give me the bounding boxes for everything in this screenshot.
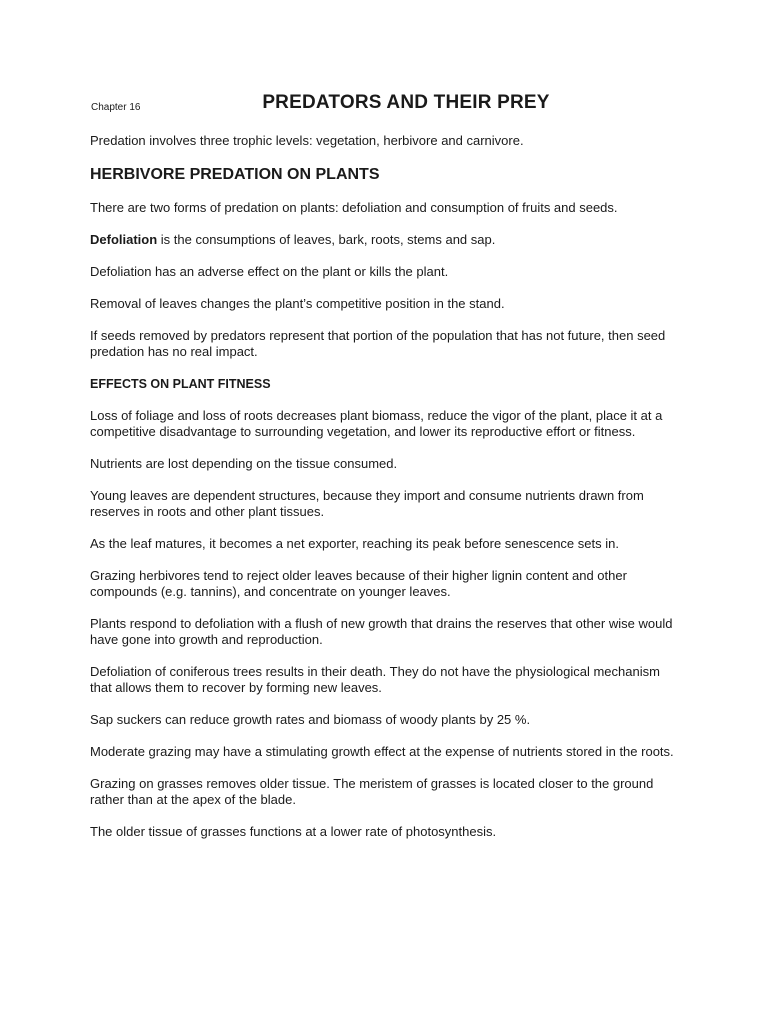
paragraph: If seeds removed by predators represent that portion of the population that has not future, then seed predation has no real impact. [90, 328, 666, 359]
paragraph: The older tissue of grasses functions at a lower rate of photosynthesis. [90, 824, 497, 839]
paragraph: Defoliation has an adverse effect on the plant or kills the plant. [90, 264, 449, 279]
paragraph: Loss of foliage and loss of roots decreases plant biomass, reduce the vigor of the plant, place it at a competitive disadvantage to surrounding vegetation, and lower its reproductive effort or fitness. [90, 408, 663, 439]
paragraph: Nutrients are lost depending on the tissue consumed. [90, 456, 398, 471]
paragraph-defoliation-definition [90, 232, 685, 248]
paragraph: As the leaf matures, it becomes a net exporter, reaching its peak before senescence sets in. [90, 536, 619, 551]
paragraph: Defoliation of coniferous trees results in their death. They do not have the physiological mechanism that allows them to recover by forming new leaves. [90, 664, 660, 695]
section-heading-plant-fitness: EFFECTS ON PLANT FITNESS [90, 377, 271, 391]
defoliation-term: Defoliation [90, 232, 158, 247]
paragraph: Plants respond to defoliation with a flush of new growth that drains the reserves that other wise would have gone into growth and reproduction. [90, 616, 673, 647]
document-body [90, 133, 685, 856]
paragraph: Grazing on grasses removes older tissue. The meristem of grasses is located closer to the ground rather than at the apex of the blade. [90, 776, 654, 807]
section-heading-herbivore-predation: HERBIVORE PREDATION ON PLANTS [90, 166, 380, 183]
paragraph: There are two forms of predation on plants: defoliation and consumption of fruits and seeds. [90, 200, 618, 215]
paragraph: Sap suckers can reduce growth rates and biomass of woody plants by 25 %. [90, 712, 531, 727]
page-title: PREDATORS AND THEIR PREY [262, 92, 550, 113]
chapter-label: Chapter 16 [91, 102, 141, 113]
defoliation-definition: is the consumptions of leaves, bark, roots, stems and sap. [157, 232, 496, 247]
paragraph: Removal of leaves changes the plant’s competitive position in the stand. [90, 296, 505, 311]
intro-paragraph: Predation involves three trophic levels: vegetation, herbivore and carnivore. [90, 133, 524, 148]
paragraph: Young leaves are dependent structures, because they import and consume nutrients drawn from reserves in roots and other plant tissues. [90, 488, 644, 519]
paragraph: Moderate grazing may have a stimulating growth effect at the expense of nutrients stored in the roots. [90, 744, 674, 759]
paragraph: Grazing herbivores tend to reject older leaves because of their higher lignin content and other compounds (e.g. tannins), and concentrate on younger leaves. [90, 568, 627, 599]
